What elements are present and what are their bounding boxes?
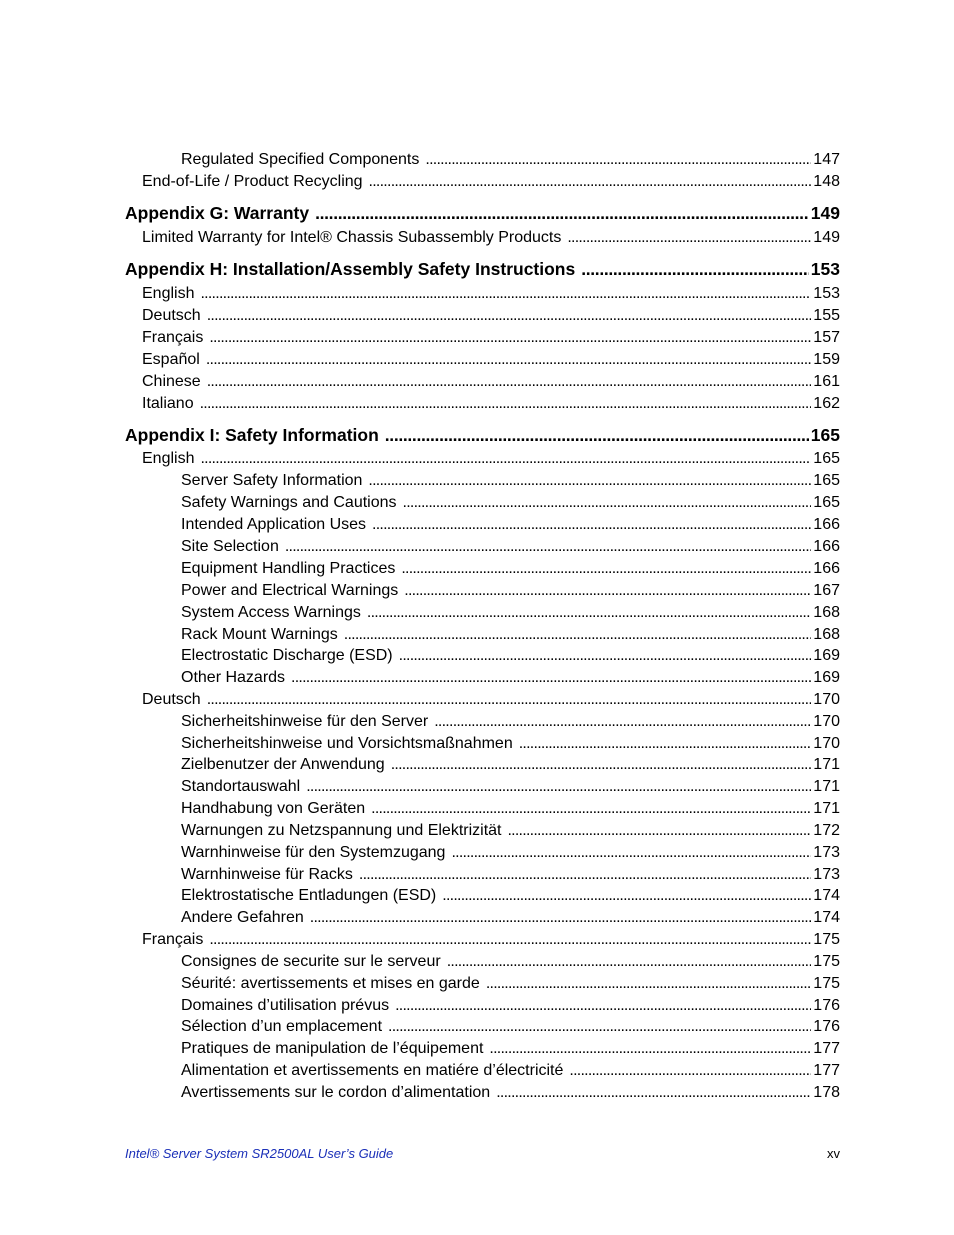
toc-entry-page: 177 — [813, 1040, 840, 1057]
toc-entry-page: 173 — [813, 844, 840, 861]
toc-dot-leader — [404, 581, 811, 601]
toc-entry-title: Andere Gefahren — [181, 909, 304, 926]
toc-entry[interactable] — [181, 865, 840, 885]
toc-entry-page: 153 — [813, 285, 840, 302]
toc-entry[interactable] — [181, 471, 840, 491]
toc-entry-title: Domaines d’utilisation prévus — [181, 997, 390, 1014]
toc-entry-title: Deutsch — [142, 691, 201, 708]
toc-entry[interactable] — [181, 646, 840, 666]
toc-entry-page: 172 — [813, 822, 840, 839]
toc-section-heading[interactable] — [125, 258, 840, 280]
toc-dot-leader — [442, 886, 811, 906]
toc-entry-page: 149 — [813, 229, 840, 246]
toc-dot-leader — [209, 328, 811, 348]
toc-dot-leader — [385, 424, 809, 446]
toc-entry[interactable] — [181, 625, 840, 645]
toc-entry-page: 173 — [813, 866, 840, 883]
toc-entry-title: Pratiques de manipulation de l’équipement — [181, 1040, 484, 1057]
toc-entry-page: 176 — [813, 997, 840, 1014]
toc-entry-page: 178 — [813, 1084, 840, 1101]
toc-entry-page: 175 — [813, 931, 840, 948]
footer-page-number: xv — [827, 1146, 840, 1161]
toc-entry-page: 167 — [813, 582, 840, 599]
toc-dot-leader — [489, 1039, 811, 1059]
toc-dot-leader — [391, 755, 812, 775]
toc-entry[interactable] — [181, 712, 840, 732]
toc-entry-title: English — [142, 285, 195, 302]
toc-entry-page: 149 — [810, 203, 840, 223]
toc-entry[interactable] — [181, 1039, 840, 1059]
toc-entry-page: 171 — [813, 800, 840, 817]
footer-title: Intel® Server System SR2500AL User’s Guide — [125, 1146, 394, 1161]
toc-entry[interactable] — [181, 996, 840, 1016]
toc-entry-title: Sicherheitshinweise und Vorsichtsmaßnahmen — [181, 735, 513, 752]
toc-entry[interactable] — [142, 690, 840, 710]
toc-entry[interactable] — [181, 515, 840, 535]
toc-entry[interactable] — [142, 172, 840, 192]
toc-entry-page: 157 — [813, 329, 840, 346]
toc-entry-page: 166 — [813, 516, 840, 533]
toc-entry-page: 169 — [813, 669, 840, 686]
toc-entry-title: Séurité: avertissements et mises en garde — [181, 975, 480, 992]
toc-dot-leader — [359, 865, 811, 885]
toc-entry-page: 168 — [813, 626, 840, 643]
toc-entry-title: Consignes de securite sur le serveur — [181, 953, 441, 970]
toc-entry-title: End-of-Life / Product Recycling — [142, 173, 363, 190]
toc-entry-page: 176 — [813, 1018, 840, 1035]
toc-entry-title: Deutsch — [142, 307, 201, 324]
toc-entry-title: Equipment Handling Practices — [181, 560, 396, 577]
toc-dot-leader — [486, 974, 811, 994]
toc-dot-leader — [447, 952, 812, 972]
toc-entry-title: Intended Application Uses — [181, 516, 367, 533]
toc-entry-title: Français — [142, 329, 204, 346]
toc-entry-title: Site Selection — [181, 538, 279, 555]
toc-entry[interactable] — [181, 1083, 840, 1103]
toc-entry[interactable] — [142, 394, 840, 414]
toc-dot-leader — [399, 646, 812, 666]
toc-entry-title: Regulated Specified Components — [181, 151, 420, 168]
toc-entry[interactable] — [181, 493, 840, 513]
toc-entry-page: 165 — [813, 450, 840, 467]
toc-entry-title: Appendix G: Warranty — [125, 203, 310, 223]
toc-entry-title: Warnhinweise für Racks — [181, 866, 353, 883]
toc-dot-leader — [496, 1083, 811, 1103]
toc-entry-title: Avertissements sur le cordon d’alimentation — [181, 1084, 491, 1101]
toc-entry-title: Français — [142, 931, 204, 948]
toc-entry-page: 169 — [813, 647, 840, 664]
toc-entry-title: Español — [142, 351, 200, 368]
toc-entry[interactable] — [181, 777, 840, 797]
toc-entry[interactable] — [181, 559, 840, 579]
toc-entry[interactable] — [181, 799, 840, 819]
toc-entry-page: 168 — [813, 604, 840, 621]
toc-dot-leader — [200, 394, 812, 414]
toc-dot-leader — [567, 228, 811, 248]
toc-entry-title: Warnhinweise für den Systemzugang — [181, 844, 446, 861]
toc-entry-page: 165 — [813, 494, 840, 511]
toc-entry-page: 170 — [813, 691, 840, 708]
toc-entry-title: Power and Electrical Warnings — [181, 582, 399, 599]
toc-entry-page: 177 — [813, 1062, 840, 1079]
toc-dot-leader — [569, 1061, 811, 1081]
toc-entry[interactable] — [181, 1017, 840, 1037]
toc-entry-title: Appendix I: Safety Information — [125, 425, 379, 445]
toc-dot-leader — [367, 603, 811, 623]
toc-entry[interactable] — [181, 581, 840, 601]
toc-entry[interactable] — [142, 449, 840, 469]
toc-dot-leader — [507, 821, 811, 841]
toc-entry-title: Standortauswahl — [181, 778, 301, 795]
toc-entry-title: Zielbenutzer der Anwendung — [181, 756, 385, 773]
toc-entry-title: System Access Warnings — [181, 604, 361, 621]
toc-entry-page: 159 — [813, 351, 840, 368]
toc-entry-page: 155 — [813, 307, 840, 324]
toc-entry[interactable] — [181, 974, 840, 994]
toc-dot-leader — [209, 930, 811, 950]
toc-entry-title: Limited Warranty for Intel® Chassis Subassembly Products — [142, 229, 562, 246]
toc-entry-page: 166 — [813, 538, 840, 555]
toc-entry[interactable] — [142, 930, 840, 950]
toc-entry-page: 166 — [813, 560, 840, 577]
toc-entry-title: Handhabung von Geräten — [181, 800, 366, 817]
toc-entry-title: Chinese — [142, 373, 201, 390]
toc-dot-leader — [310, 908, 812, 928]
toc-dot-leader — [434, 712, 811, 732]
toc-dot-leader — [207, 306, 812, 326]
toc-entry-page: 148 — [813, 173, 840, 190]
toc-entry[interactable] — [181, 952, 840, 972]
toc-entry[interactable] — [181, 886, 840, 906]
toc-dot-leader — [200, 449, 811, 469]
toc-dot-leader — [403, 493, 812, 513]
toc-entry[interactable] — [142, 328, 840, 348]
toc-entry-page: 153 — [810, 259, 840, 279]
toc-dot-leader — [368, 471, 811, 491]
toc-entry-title: Alimentation et avertissements en matiére d’électricité — [181, 1062, 564, 1079]
toc-entry-title: Rack Mount Warnings — [181, 626, 338, 643]
toc-entry[interactable] — [142, 372, 840, 392]
toc-dot-leader — [285, 537, 811, 557]
toc-entry[interactable] — [181, 755, 840, 775]
toc-dot-leader — [395, 996, 811, 1016]
toc-entry-title: Safety Warnings and Cautions — [181, 494, 397, 511]
toc-entry-page: 147 — [813, 151, 840, 168]
toc-entry-title: Italiano — [142, 395, 194, 412]
toc-entry-page: 170 — [813, 713, 840, 730]
toc-entry[interactable] — [142, 284, 840, 304]
toc-entry[interactable] — [142, 350, 840, 370]
toc-entry[interactable] — [142, 306, 840, 326]
toc-entry-title: Elektrostatische Entladungen (ESD) — [181, 887, 437, 904]
toc-dot-leader — [344, 625, 812, 645]
toc-dot-leader — [581, 258, 809, 280]
toc-dot-leader — [425, 150, 811, 170]
toc-entry-title: Server Safety Information — [181, 472, 363, 489]
toc-section-heading[interactable] — [125, 424, 840, 446]
toc-entry-page: 175 — [813, 953, 840, 970]
toc-entry[interactable] — [181, 603, 840, 623]
toc-entry[interactable] — [181, 843, 840, 863]
toc-dot-leader — [207, 372, 812, 392]
toc-entry[interactable] — [142, 228, 840, 248]
toc-entry[interactable] — [181, 734, 840, 754]
toc-entry[interactable] — [181, 821, 840, 841]
toc-entry-title: Sélection d’un emplacement — [181, 1018, 383, 1035]
toc-dot-leader — [519, 734, 812, 754]
toc-entry-page: 174 — [813, 909, 840, 926]
toc-entry-page: 165 — [813, 472, 840, 489]
toc-dot-leader — [206, 350, 811, 370]
toc-dot-leader — [306, 777, 811, 797]
toc-entry[interactable] — [181, 150, 840, 170]
toc-dot-leader — [200, 284, 811, 304]
toc-dot-leader — [371, 799, 811, 819]
toc-entry-page: 175 — [813, 975, 840, 992]
toc-entry-page: 171 — [813, 756, 840, 773]
toc-entry-page: 161 — [813, 373, 840, 390]
toc-dot-leader — [451, 843, 811, 863]
toc-entry-title: Electrostatic Discharge (ESD) — [181, 647, 393, 664]
toc-dot-leader — [207, 690, 812, 710]
toc-entry[interactable] — [181, 908, 840, 928]
toc-entry-title: Sicherheitshinweise für den Server — [181, 713, 429, 730]
toc-section-heading[interactable] — [125, 202, 840, 224]
toc-dot-leader — [372, 515, 811, 535]
toc-entry-page: 171 — [813, 778, 840, 795]
toc-dot-leader — [401, 559, 811, 579]
toc-entry[interactable] — [181, 537, 840, 557]
toc-entry-title: Appendix H: Installation/Assembly Safety Instructions — [125, 259, 576, 279]
toc-entry[interactable] — [181, 668, 840, 688]
toc-entry-title: Warnungen zu Netzspannung und Elektrizität — [181, 822, 502, 839]
toc-entry-title: Other Hazards — [181, 669, 286, 686]
toc-entry[interactable] — [181, 1061, 840, 1081]
toc-entry-page: 174 — [813, 887, 840, 904]
toc-entry-page: 165 — [810, 425, 840, 445]
toc-dot-leader — [388, 1017, 811, 1037]
toc-dot-leader — [291, 668, 811, 688]
toc-entry-title: English — [142, 450, 195, 467]
toc-entry-page: 170 — [813, 735, 840, 752]
toc-entry-page: 162 — [813, 395, 840, 412]
toc-dot-leader — [315, 202, 809, 224]
toc-dot-leader — [369, 172, 812, 192]
